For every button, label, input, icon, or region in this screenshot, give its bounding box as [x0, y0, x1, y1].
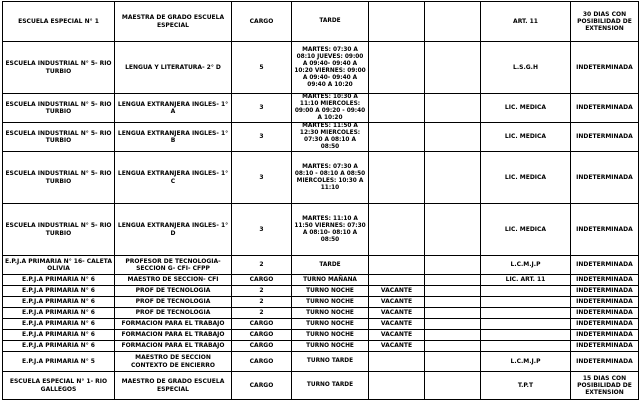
hours-cell: 3: [232, 94, 292, 123]
schedule-cell: TURNO NOCHE: [292, 297, 369, 308]
duration-cell: INDETERMINADA: [571, 275, 639, 286]
blank-cell: [425, 341, 481, 352]
hours-cell: CARGO: [232, 372, 292, 400]
subject-cell: LENGUA EXTRANJERA INGLES- 1° C: [115, 152, 232, 204]
hours-cell: 3: [232, 204, 292, 256]
school-cell: E.P.J.A PRIMARIA N° 6: [3, 297, 115, 308]
duration-cell: INDETERMINADA: [571, 204, 639, 256]
hours-cell: CARGO: [232, 275, 292, 286]
table-row: [3, 352, 639, 372]
subject-cell: FORMACION PARA EL TRABAJO: [115, 330, 232, 341]
blank-cell: [425, 152, 481, 204]
hours-cell: CARGO: [232, 341, 292, 352]
reason-cell: [481, 319, 571, 330]
hours-cell: 2: [232, 308, 292, 319]
subject-cell: LENGUA Y LITERATURA- 2° D: [115, 42, 232, 94]
table-row: [3, 275, 639, 286]
vacancy-table-body: [3, 2, 639, 400]
school-cell: ESCUELA INDUSTRIAL N° 5- RIO TURBIO: [3, 152, 115, 204]
reason-cell: [481, 341, 571, 352]
blank-cell: [425, 94, 481, 123]
duration-cell: INDETERMINADA: [571, 341, 639, 352]
subject-cell: MAESTRA DE GRADO ESCUELA ESPECIAL: [115, 2, 232, 42]
subject-cell: FORMACION PARA EL TRABAJO: [115, 319, 232, 330]
hours-cell: 2: [232, 256, 292, 275]
subject-cell: PROF DE TECNOLOGIA: [115, 297, 232, 308]
hours-cell: 2: [232, 297, 292, 308]
reason-cell: L.S.G.H: [481, 42, 571, 94]
status-cell: VACANTE: [369, 286, 425, 297]
schedule-cell: TURNO NOCHE: [292, 319, 369, 330]
blank-cell: [425, 275, 481, 286]
table-row: [3, 256, 639, 275]
table-row: [3, 204, 639, 256]
schedule-cell: TARDE: [292, 256, 369, 275]
schedule-cell: MARTES: 10:30 A 11:10 MIERCOLES: 09:00 A 09:20 - 09:40 A 10:20: [292, 94, 369, 123]
school-cell: E.P.J.A PRIMARIA N° 6: [3, 341, 115, 352]
subject-cell: PROF DE TECNOLOGIA: [115, 308, 232, 319]
subject-cell: PROF DE TECNOLOGIA: [115, 286, 232, 297]
reason-cell: ART. 11: [481, 2, 571, 42]
schedule-cell: TURNO NOCHE: [292, 341, 369, 352]
status-cell: [369, 2, 425, 42]
school-cell: E.P.J.A PRIMARIA N° 6: [3, 319, 115, 330]
reason-cell: [481, 308, 571, 319]
status-cell: [369, 152, 425, 204]
hours-cell: 3: [232, 152, 292, 204]
school-cell: E.P.J.A PRIMARIA N° 6: [3, 286, 115, 297]
table-row: [3, 341, 639, 352]
schedule-cell: MARTES: 07:30 A 08:10 - 08:10 A 08:50 MIERCOLES: 10:30 A 11:10: [292, 152, 369, 204]
blank-cell: [425, 297, 481, 308]
status-cell: [369, 123, 425, 152]
subject-cell: MAESTRO DE SECCION CONTEXTO DE ENCIERRO: [115, 352, 232, 372]
school-cell: E.P.J.A PRIMARIA N° 6: [3, 308, 115, 319]
subject-cell: LENGUA EXTRANJERA INGLES- 1° B: [115, 123, 232, 152]
duration-cell: INDETERMINADA: [571, 42, 639, 94]
status-cell: VACANTE: [369, 341, 425, 352]
schedule-cell: MARTES: 07:30 A 08:10 JUEVES: 09:00 A 09:40- 09:40 A 10:20 VIERNES: 09:00 A 09:40- 09:40 A 09:40 A 10:20: [292, 42, 369, 94]
table-row: [3, 286, 639, 297]
subject-cell: PROFESOR DE TECNOLOGIA- SECCION G- CFI- CFPP: [115, 256, 232, 275]
table-row: [3, 94, 639, 123]
school-cell: ESCUELA INDUSTRIAL N° 5- RIO TURBIO: [3, 204, 115, 256]
school-cell: E.P.J.A PRIMARIA N° 6: [3, 330, 115, 341]
schedule-cell: TURNO NOCHE: [292, 308, 369, 319]
hours-cell: CARGO: [232, 2, 292, 42]
status-cell: VACANTE: [369, 330, 425, 341]
subject-cell: MAESTRO DE GRADO ESCUELA ESPECIAL: [115, 372, 232, 400]
blank-cell: [425, 42, 481, 94]
school-cell: E.P.J.A PRIMARIA N° 6: [3, 275, 115, 286]
duration-cell: 30 DIAS CON POSIBILIDAD DE EXTENSION: [571, 2, 639, 42]
table-row: [3, 2, 639, 42]
status-cell: [369, 42, 425, 94]
hours-cell: CARGO: [232, 330, 292, 341]
reason-cell: T.P.T: [481, 372, 571, 400]
schedule-cell: MARTES: 11:10 A 11:50 VIERNES: 07:30 A 08:10- 08:10 A 08:50: [292, 204, 369, 256]
schedule-cell: TURNO NOCHE: [292, 286, 369, 297]
blank-cell: [425, 2, 481, 42]
table-row: [3, 152, 639, 204]
blank-cell: [425, 372, 481, 400]
reason-cell: [481, 330, 571, 341]
blank-cell: [425, 123, 481, 152]
duration-cell: 15 DIAS CON POSIBILIDAD DE EXTENSION: [571, 372, 639, 400]
duration-cell: INDETERMINADA: [571, 330, 639, 341]
blank-cell: [425, 319, 481, 330]
duration-cell: INDETERMINADA: [571, 123, 639, 152]
status-cell: VACANTE: [369, 297, 425, 308]
blank-cell: [425, 352, 481, 372]
hours-cell: CARGO: [232, 319, 292, 330]
blank-cell: [425, 256, 481, 275]
blank-cell: [425, 204, 481, 256]
subject-cell: LENGUA EXTRANJERA INGLES- 1° A: [115, 94, 232, 123]
school-cell: ESCUELA INDUSTRIAL N° 5- RIO TURBIO: [3, 42, 115, 94]
duration-cell: INDETERMINADA: [571, 286, 639, 297]
reason-cell: [481, 297, 571, 308]
status-cell: [369, 372, 425, 400]
status-cell: [369, 204, 425, 256]
blank-cell: [425, 308, 481, 319]
table-row: [3, 372, 639, 400]
reason-cell: [481, 286, 571, 297]
schedule-cell: TURNO TARDE: [292, 352, 369, 372]
schedule-cell: TURNO MAÑANA: [292, 275, 369, 286]
school-cell: ESCUELA ESPECIAL N° 1: [3, 2, 115, 42]
reason-cell: LIC. MEDICA: [481, 123, 571, 152]
reason-cell: LIC. MEDICA: [481, 152, 571, 204]
status-cell: VACANTE: [369, 319, 425, 330]
duration-cell: INDETERMINADA: [571, 256, 639, 275]
blank-cell: [425, 286, 481, 297]
school-cell: E.P.J.A PRIMARIA N° 5: [3, 352, 115, 372]
table-row: [3, 42, 639, 94]
vacancy-table: [2, 1, 639, 400]
table-row: [3, 123, 639, 152]
schedule-cell: TARDE: [292, 2, 369, 42]
schedule-cell: TURNO TARDE: [292, 372, 369, 400]
reason-cell: LIC. MEDICA: [481, 204, 571, 256]
subject-cell: FORMACION PARA EL TRABAJO: [115, 341, 232, 352]
school-cell: E.P.J.A PRIMARIA N° 16- CALETA OLIVIA: [3, 256, 115, 275]
reason-cell: LIC. ART. 11: [481, 275, 571, 286]
table-row: [3, 330, 639, 341]
duration-cell: INDETERMINADA: [571, 308, 639, 319]
status-cell: VACANTE: [369, 308, 425, 319]
reason-cell: LIC. MEDICA: [481, 94, 571, 123]
table-row: [3, 297, 639, 308]
status-cell: [369, 352, 425, 372]
hours-cell: 5: [232, 42, 292, 94]
duration-cell: INDETERMINADA: [571, 319, 639, 330]
table-row: [3, 319, 639, 330]
schedule-cell: TURNO NOCHE: [292, 330, 369, 341]
duration-cell: INDETERMINADA: [571, 352, 639, 372]
blank-cell: [425, 330, 481, 341]
subject-cell: LENGUA EXTRANJERA INGLES- 1° D: [115, 204, 232, 256]
reason-cell: L.C.M.J.P: [481, 352, 571, 372]
subject-cell: MAESTRO DE SECCION- CFI: [115, 275, 232, 286]
status-cell: [369, 256, 425, 275]
duration-cell: INDETERMINADA: [571, 94, 639, 123]
duration-cell: INDETERMINADA: [571, 152, 639, 204]
status-cell: [369, 94, 425, 123]
duration-cell: INDETERMINADA: [571, 297, 639, 308]
schedule-cell: MARTES: 11:50 A 12:30 MIERCOLES: 07:30 A 08:10 A 08:50: [292, 123, 369, 152]
hours-cell: 2: [232, 286, 292, 297]
school-cell: ESCUELA ESPECIAL N° 1- RIO GALLEGOS: [3, 372, 115, 400]
hours-cell: CARGO: [232, 352, 292, 372]
reason-cell: L.C.M.J.P: [481, 256, 571, 275]
hours-cell: 3: [232, 123, 292, 152]
school-cell: ESCUELA INDUSTRIAL N° 5- RIO TURBIO: [3, 123, 115, 152]
status-cell: [369, 275, 425, 286]
school-cell: ESCUELA INDUSTRIAL N° 5- RIO TURBIO: [3, 94, 115, 123]
table-row: [3, 308, 639, 319]
